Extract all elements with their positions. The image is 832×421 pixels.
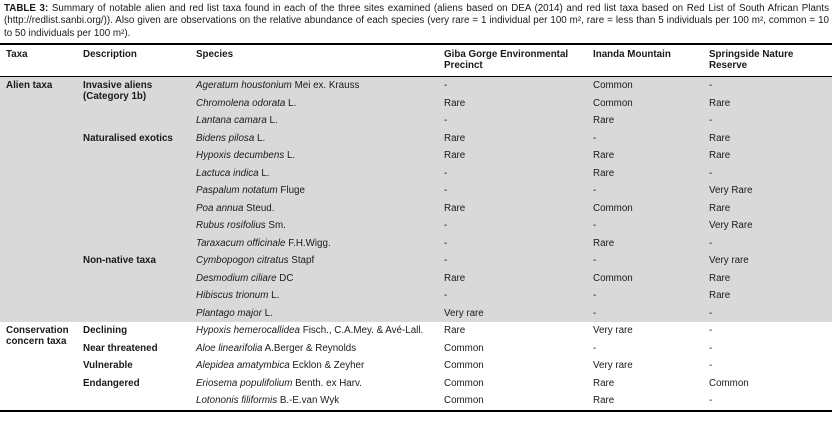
abundance-cell-springside: Very rare [709, 252, 832, 270]
species-binomial: Poa annua [196, 202, 244, 214]
abundance-cell-giba-gorge: - [444, 252, 593, 270]
species-authority: L. [254, 132, 266, 144]
species-cell [196, 305, 444, 323]
abundance-cell-springside: Rare [709, 270, 832, 288]
abundance-cell-giba-gorge: Common [444, 342, 484, 354]
col-header-description: Description [83, 44, 196, 77]
abundance-cell-giba-gorge: - [444, 165, 593, 183]
species-authority: Fisch., C.A.Mey. & Avé-Lall. [300, 325, 424, 337]
abundance-cell-springside: Rare [709, 130, 832, 148]
species-cell [196, 270, 444, 288]
species-binomial: Lantana camara [196, 115, 267, 127]
species-authority: Benth. ex Harv. [292, 377, 362, 389]
abundance-cell-springside: - [709, 342, 713, 354]
species-cell [196, 147, 444, 165]
species-authority: A.Berger & Reynolds [262, 342, 357, 354]
col-header-species: Species [196, 44, 444, 77]
description-cell: Naturalised exotics [83, 130, 196, 253]
species-authority: Stapf [288, 255, 315, 267]
col-header-taxa: Taxa [0, 44, 83, 77]
abundance-cell-giba-gorge: - [444, 77, 593, 95]
species-cell [196, 357, 444, 375]
abundance-cell-inanda-mountain: Common [593, 270, 709, 288]
species-cell [196, 392, 444, 411]
species-cell [196, 287, 444, 305]
species-authority: L. [261, 307, 273, 319]
abundance-cell-springside: - [709, 305, 832, 323]
table-row [0, 340, 832, 358]
abundance-cell-springside: - [709, 360, 713, 372]
species-binomial: Rubus rosifolius [196, 220, 266, 232]
species-cell [196, 165, 444, 183]
table-row [0, 375, 832, 393]
species-cell [196, 112, 444, 130]
abundance-cell-giba-gorge: Common [444, 395, 484, 407]
table-row [0, 357, 832, 375]
abundance-cell-springside: Rare [709, 200, 832, 218]
species-cell [196, 252, 444, 270]
species-binomial: Lactuca indica [196, 167, 259, 179]
table-row [0, 77, 832, 95]
species-binomial: Eriosema populifolium [196, 377, 293, 389]
abundance-cell-springside: - [709, 395, 713, 407]
species-binomial: Hypoxis hemerocallidea [196, 325, 301, 337]
abundance-cell-inanda-mountain: Very rare [593, 325, 633, 337]
table-header [0, 44, 832, 77]
species-binomial: Paspalum notatum [196, 185, 278, 197]
species-cell [196, 235, 444, 253]
species-binomial: Ageratum houstonium [196, 80, 292, 92]
species-authority: Mei ex. Krauss [291, 80, 360, 92]
abundance-cell-inanda-mountain: Very rare [593, 360, 633, 372]
abundance-cell-inanda-mountain: Rare [593, 147, 709, 165]
abundance-cell-giba-gorge: - [444, 287, 593, 305]
table-body [0, 77, 832, 411]
table-caption [0, 0, 832, 40]
species-authority: L. [285, 97, 297, 109]
header-row [0, 44, 832, 77]
description-cell: Non-native taxa [83, 252, 196, 322]
species-authority: Sm. [265, 220, 286, 232]
table-row [0, 322, 832, 340]
col-header-giba-gorge: Giba Gorge Environmental Precinct [444, 44, 593, 77]
abundance-cell-inanda-mountain: - [593, 305, 709, 323]
species-binomial: Lotononis filiformis [196, 395, 278, 407]
species-binomial: Desmodium ciliare [196, 272, 277, 284]
species-binomial: Chromolena odorata [196, 97, 286, 109]
abundance-cell-inanda-mountain: - [593, 287, 709, 305]
description-cell: Endangered [83, 377, 140, 389]
abundance-cell-springside: - [709, 235, 832, 253]
abundance-cell-giba-gorge: - [444, 217, 593, 235]
species-cell [196, 340, 444, 358]
abundance-cell-springside: - [709, 112, 832, 130]
table-row [0, 252, 832, 270]
species-binomial: Bidens pilosa [196, 132, 255, 144]
abundance-cell-inanda-mountain: Rare [593, 165, 709, 183]
col-header-springside: Springside Nature Reserve [709, 44, 832, 77]
abundance-cell-inanda-mountain: - [593, 182, 709, 200]
description-cell: Declining [83, 325, 128, 337]
abundance-cell-inanda-mountain: Rare [593, 377, 615, 389]
description-cell: Invasive aliens (Category 1b) [83, 77, 196, 130]
abundance-cell-inanda-mountain: Common [593, 95, 709, 113]
abundance-cell-springside: Rare [709, 95, 832, 113]
abundance-cell-inanda-mountain: - [593, 217, 709, 235]
abundance-cell-springside: Very Rare [709, 217, 832, 235]
species-authority: L. [268, 290, 280, 302]
species-authority: L. [284, 150, 296, 162]
abundance-cell-giba-gorge: Rare [444, 95, 593, 113]
species-authority: Steud. [243, 202, 275, 214]
species-table [0, 43, 832, 412]
abundance-cell-giba-gorge: - [444, 235, 593, 253]
species-authority: B.-E.van Wyk [277, 395, 340, 407]
taxa-cell: Conservation concern taxa [6, 325, 69, 348]
abundance-cell-inanda-mountain: - [593, 130, 709, 148]
species-authority: Fluge [277, 185, 305, 197]
species-binomial: Alepidea amatymbica [196, 360, 290, 372]
species-binomial: Aloe linearifolia [196, 342, 263, 354]
species-cell [196, 77, 444, 95]
species-cell [196, 217, 444, 235]
species-authority: Ecklon & Zeyher [289, 360, 365, 372]
abundance-cell-inanda-mountain: Common [593, 77, 709, 95]
taxa-cell: Alien taxa [0, 77, 83, 323]
species-cell [196, 200, 444, 218]
abundance-cell-giba-gorge: Very rare [444, 305, 593, 323]
description-cell: Vulnerable [83, 360, 133, 372]
abundance-cell-giba-gorge: Rare [444, 200, 593, 218]
abundance-cell-springside: - [709, 77, 832, 95]
abundance-cell-inanda-mountain: - [593, 252, 709, 270]
abundance-cell-inanda-mountain: - [593, 342, 597, 354]
species-cell [196, 322, 444, 340]
abundance-cell-springside: Common [709, 377, 749, 389]
abundance-cell-inanda-mountain: Rare [593, 235, 709, 253]
description-cell: Near threatened [83, 342, 158, 354]
col-header-inanda-mountain: Inanda Mountain [593, 44, 709, 77]
abundance-cell-springside: - [709, 325, 713, 337]
abundance-cell-giba-gorge: Common [444, 360, 484, 372]
species-authority: L. [258, 167, 270, 179]
abundance-cell-giba-gorge: Common [444, 377, 484, 389]
abundance-cell-springside: - [709, 165, 832, 183]
species-authority: F.H.Wigg. [285, 237, 331, 249]
species-authority: L. [266, 115, 278, 127]
species-binomial: Cymbopogon citratus [196, 255, 289, 267]
abundance-cell-springside: Rare [709, 147, 832, 165]
species-binomial: Taraxacum officinale [196, 237, 286, 249]
abundance-cell-inanda-mountain: Rare [593, 395, 615, 407]
abundance-cell-giba-gorge: Rare [444, 325, 466, 337]
abundance-cell-giba-gorge: Rare [444, 147, 593, 165]
abundance-cell-springside: Rare [709, 287, 832, 305]
species-cell [196, 375, 444, 393]
species-binomial: Hypoxis decumbens [196, 150, 285, 162]
table-caption-text: Summary of notable alien and red list taxa found in each of the three sites examined (aliens based on DEA (2014) and red list taxa based on Red List of South African Plants (http://redlist.sanbi.org/)). Also given are observations on the relative abundance of each species (very rare = 1 individual per 100 m², rare = less than 5 individuals per 100 m², common = 10 to 50 individuals per 100 m²). [4, 3, 830, 39]
species-authority: DC [276, 272, 294, 284]
species-binomial: Hibiscus trionum [196, 290, 269, 302]
abundance-cell-springside: Very Rare [709, 182, 832, 200]
species-binomial: Plantago major [196, 307, 262, 319]
abundance-cell-giba-gorge: Rare [444, 130, 593, 148]
abundance-cell-giba-gorge: - [444, 112, 593, 130]
abundance-cell-inanda-mountain: Common [593, 200, 709, 218]
species-cell [196, 182, 444, 200]
species-cell [196, 130, 444, 148]
table-caption-label: TABLE 3: [4, 3, 49, 14]
abundance-cell-inanda-mountain: Rare [593, 112, 709, 130]
abundance-cell-giba-gorge: - [444, 182, 593, 200]
abundance-cell-giba-gorge: Rare [444, 270, 593, 288]
species-cell [196, 95, 444, 113]
table-row [0, 130, 832, 148]
